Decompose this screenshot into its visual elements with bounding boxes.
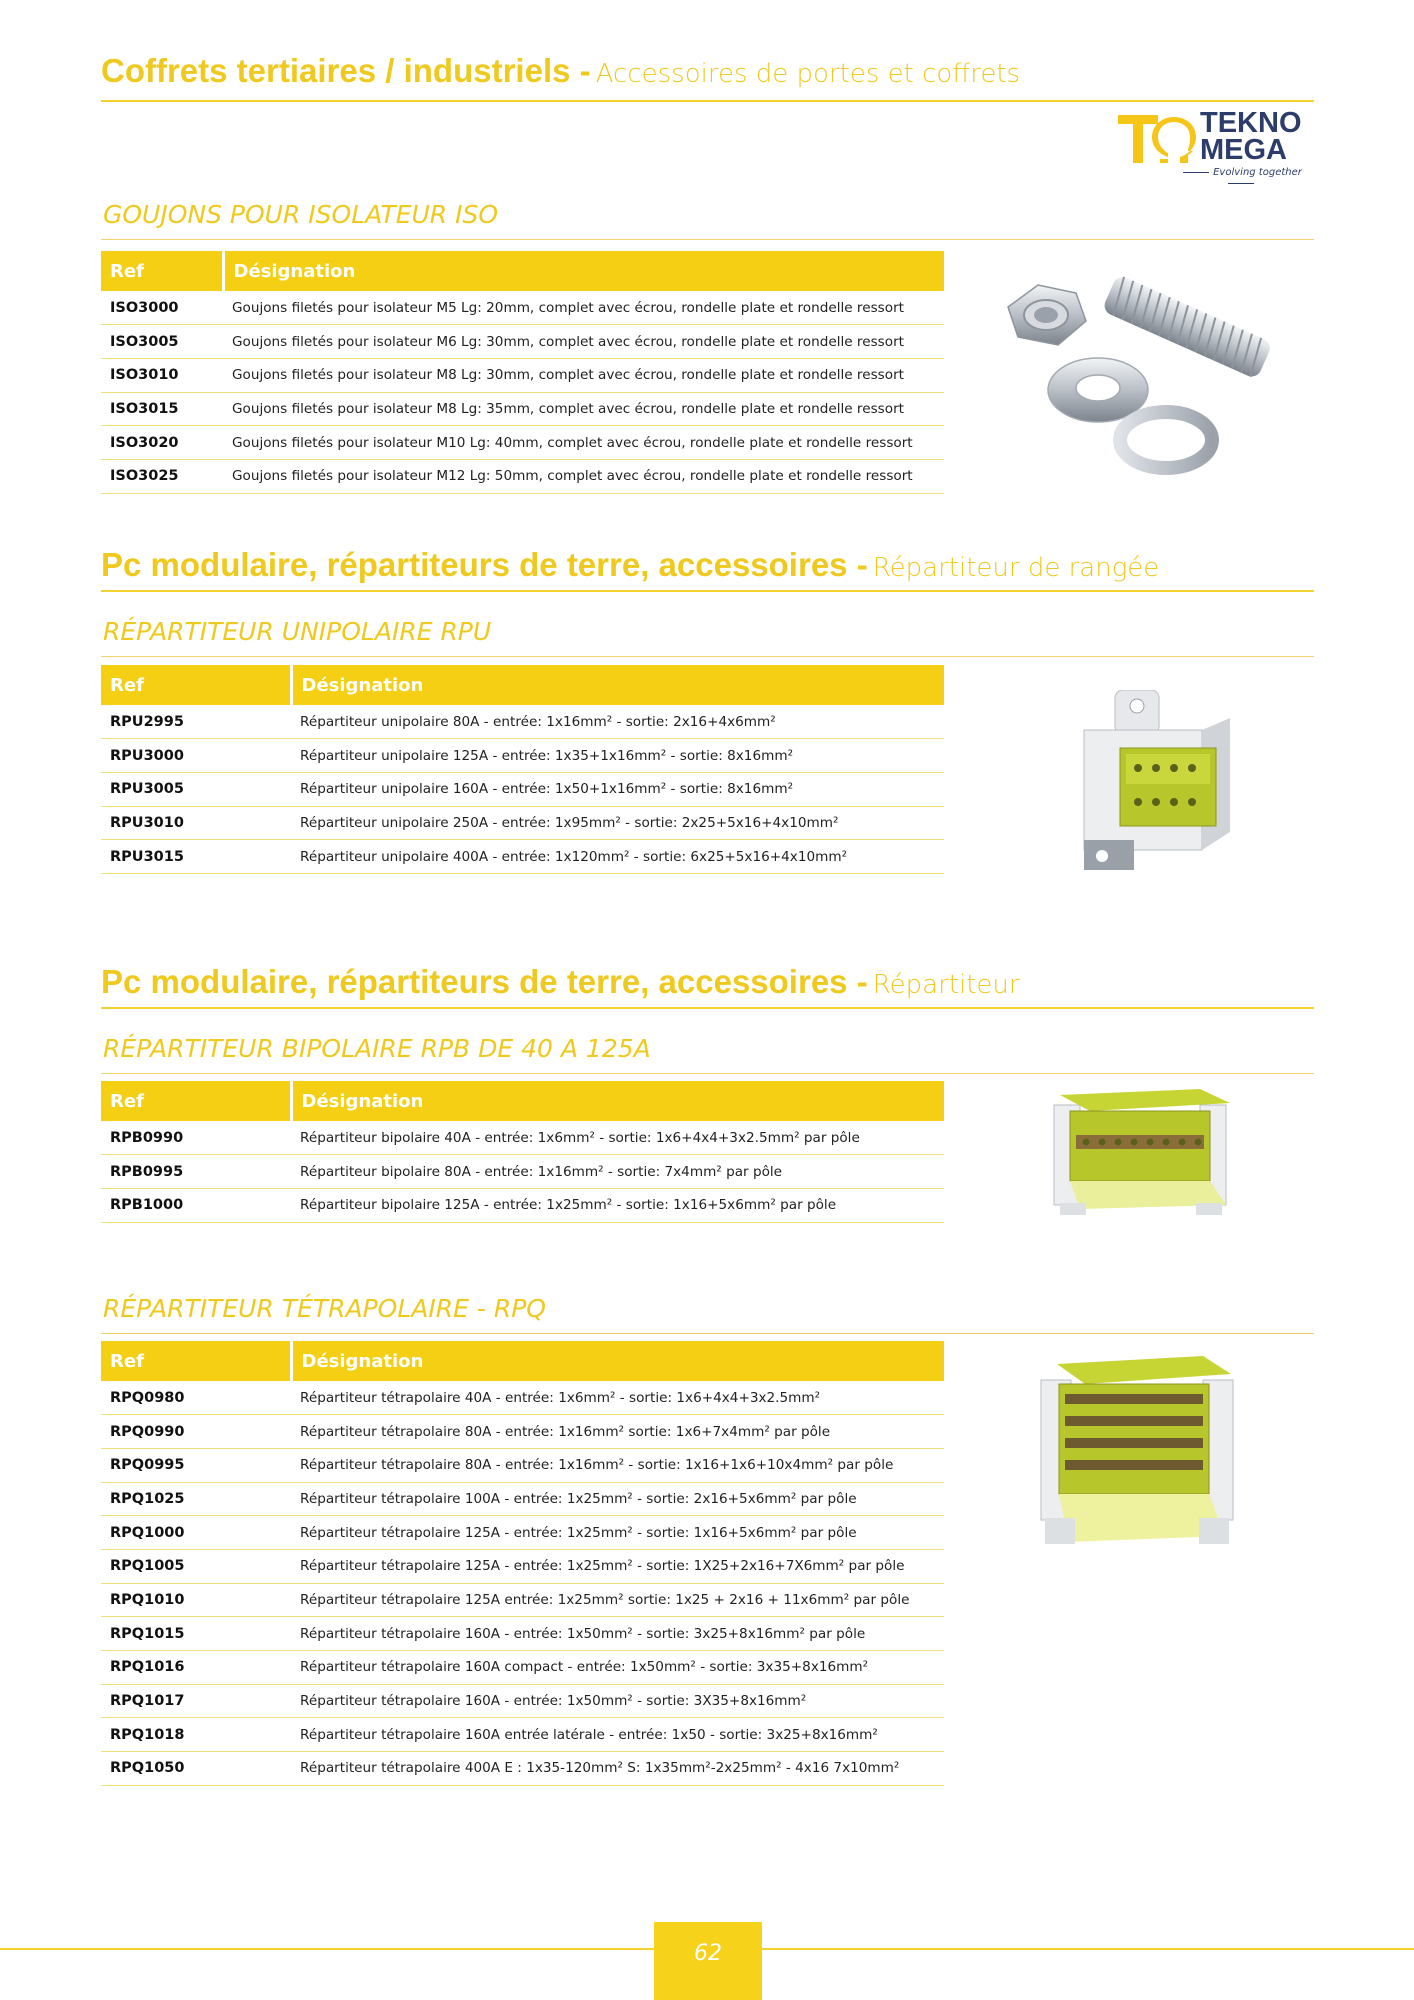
ref-code: RPQ1000: [101, 1516, 291, 1550]
logo-word-mega: MEGA: [1200, 134, 1287, 166]
designation: Répartiteur tétrapolaire 160A - entrée: 1x50mm² - sortie: 3x25+8x16mm² par pôle: [291, 1617, 944, 1651]
rpb-section-title: [101, 963, 1314, 1009]
table-row: [101, 705, 944, 739]
table-row: [101, 1583, 944, 1617]
designation: Goujons filetés pour isolateur M8 Lg: 30mm, complet avec écrou, rondelle plate et rondelle ressort: [223, 358, 944, 392]
table-row: [101, 1718, 944, 1752]
iso-table-body: [101, 291, 944, 493]
page-header: [101, 52, 1314, 102]
col-ref-header: Ref: [101, 1341, 291, 1381]
designation: Répartiteur tétrapolaire 40A - entrée: 1x6mm² - sortie: 1x6+4x4+3x2.5mm²: [291, 1381, 944, 1415]
designation: Répartiteur tétrapolaire 160A compact - entrée: 1x50mm² - sortie: 3x35+8x16mm²: [291, 1651, 944, 1685]
ref-code: RPU3000: [101, 739, 291, 773]
table-row: [101, 772, 944, 806]
designation: Répartiteur unipolaire 400A - entrée: 1x120mm² - sortie: 6x25+5x16+4x10mm²: [291, 840, 944, 874]
tekno-mega-logo: [1114, 107, 1314, 183]
designation: Répartiteur unipolaire 250A - entrée: 1x95mm² - sortie: 2x25+5x16+4x10mm²: [291, 806, 944, 840]
ref-code: RPQ0995: [101, 1448, 291, 1482]
col-designation-header: Désignation: [291, 1341, 944, 1381]
logo-word-tekno: TEKNO: [1200, 107, 1302, 139]
table-row: [101, 459, 944, 493]
ref-code: RPQ0980: [101, 1381, 291, 1415]
col-designation-header: Désignation: [291, 1081, 944, 1121]
table-row: [101, 806, 944, 840]
rpu-title-bold: Pc modulaire, répartiteurs de terre, accessoires -: [101, 546, 868, 583]
rpb-title-light: Répartiteur: [872, 970, 1020, 1000]
ref-code: RPQ1016: [101, 1651, 291, 1685]
ref-code: ISO3015: [101, 392, 223, 426]
ref-code: RPQ1025: [101, 1482, 291, 1516]
designation: Répartiteur tétrapolaire 80A - entrée: 1x16mm² - sortie: 1x16+1x6+10x4mm² par pôle: [291, 1448, 944, 1482]
designation: Goujons filetés pour isolateur M5 Lg: 20mm, complet avec écrou, rondelle plate et rondelle ressort: [223, 291, 944, 325]
header-title-light: Accessoires de portes et coffrets: [595, 59, 1021, 89]
designation: Goujons filetés pour isolateur M6 Lg: 30mm, complet avec écrou, rondelle plate et rondelle ressort: [223, 325, 944, 359]
ref-code: RPU3010: [101, 806, 291, 840]
table-header-row: [101, 665, 944, 705]
table-header-row: [101, 1081, 944, 1121]
designation: Répartiteur unipolaire 80A - entrée: 1x16mm² - sortie: 2x16+4x6mm²: [291, 705, 944, 739]
designation: Goujons filetés pour isolateur M10 Lg: 40mm, complet avec écrou, rondelle plate et rondelle ressort: [223, 426, 944, 460]
designation: Répartiteur tétrapolaire 100A - entrée: 1x25mm² - sortie: 2x16+5x6mm² par pôle: [291, 1482, 944, 1516]
table-row: [101, 1617, 944, 1651]
col-ref-header: Ref: [101, 251, 223, 291]
rpq-table-body: [101, 1381, 944, 1785]
ref-code: RPU3005: [101, 772, 291, 806]
ref-code: RPB1000: [101, 1188, 291, 1222]
col-ref-header: Ref: [101, 665, 291, 705]
designation: Répartiteur bipolaire 80A - entrée: 1x16mm² - sortie: 7x4mm² par pôle: [291, 1155, 944, 1189]
designation: Répartiteur tétrapolaire 400A E : 1x35-120mm² S: 1x35mm²-2x25mm² - 4x16 7x10mm²: [291, 1752, 944, 1786]
ref-code: RPB0990: [101, 1121, 291, 1155]
table-row: [101, 325, 944, 359]
rpq-distributor-image: [1035, 1350, 1245, 1550]
rpu-distributor-image: [1070, 690, 1260, 880]
table-row: [101, 392, 944, 426]
table-header-row: [101, 251, 944, 291]
ref-code: ISO3000: [101, 291, 223, 325]
rpb-distributor-image: [1050, 1085, 1240, 1220]
designation: Répartiteur tétrapolaire 125A entrée: 1x25mm² sortie: 1x25 + 2x16 + 11x6mm² par pôle: [291, 1583, 944, 1617]
col-designation-header: Désignation: [223, 251, 944, 291]
rpu-table-body: [101, 705, 944, 873]
table-row: [101, 1121, 944, 1155]
designation: Répartiteur tétrapolaire 160A entrée latérale - entrée: 1x50 - sortie: 3x25+8x16mm²: [291, 1718, 944, 1752]
rpu-title-light: Répartiteur de rangée: [872, 553, 1160, 583]
table-row: [101, 840, 944, 874]
designation: Goujons filetés pour isolateur M12 Lg: 50mm, complet avec écrou, rondelle plate et rondelle ressort: [223, 459, 944, 493]
designation: Répartiteur bipolaire 125A - entrée: 1x25mm² - sortie: 1x16+5x6mm² par pôle: [291, 1188, 944, 1222]
designation: Répartiteur tétrapolaire 125A - entrée: 1x25mm² - sortie: 1x16+5x6mm² par pôle: [291, 1516, 944, 1550]
table-header-row: [101, 1341, 944, 1381]
table-row: [101, 1651, 944, 1685]
table-row: [101, 426, 944, 460]
table-row: [101, 1752, 944, 1786]
ref-code: ISO3005: [101, 325, 223, 359]
table-row: [101, 1684, 944, 1718]
rpu-subtitle: RÉPARTITEUR UNIPOLAIRE RPU: [101, 617, 1314, 657]
ref-code: RPQ1010: [101, 1583, 291, 1617]
ref-code: RPQ1018: [101, 1718, 291, 1752]
ref-code: RPQ1005: [101, 1549, 291, 1583]
designation: Répartiteur tétrapolaire 160A - entrée: 1x50mm² - sortie: 3X35+8x16mm²: [291, 1684, 944, 1718]
ref-code: RPQ0990: [101, 1415, 291, 1449]
iso-subtitle: GOUJONS POUR ISOLATEUR ISO: [101, 200, 1314, 240]
designation: Répartiteur tétrapolaire 125A - entrée: 1x25mm² - sortie: 1X25+2x16+7X6mm² par pôle: [291, 1549, 944, 1583]
rpu-section-title: [101, 546, 1314, 592]
ref-code: ISO3020: [101, 426, 223, 460]
rpb-title-bold: Pc modulaire, répartiteurs de terre, accessoires -: [101, 963, 868, 1000]
col-designation-header: Désignation: [291, 665, 944, 705]
page-number: 62: [694, 1941, 722, 1966]
ref-code: RPQ1050: [101, 1752, 291, 1786]
designation: Répartiteur unipolaire 160A - entrée: 1x50+1x16mm² - sortie: 8x16mm²: [291, 772, 944, 806]
iso-table: [101, 251, 944, 494]
ref-code: ISO3010: [101, 358, 223, 392]
table-row: [101, 1155, 944, 1189]
ref-code: ISO3025: [101, 459, 223, 493]
logo-tagline: Evolving together: [1168, 167, 1313, 189]
rpq-table: [101, 1341, 944, 1786]
rpb-table: [101, 1081, 944, 1223]
table-row: [101, 358, 944, 392]
ref-code: RPB0995: [101, 1155, 291, 1189]
page-number-badge: [654, 1922, 762, 2000]
designation: Répartiteur unipolaire 125A - entrée: 1x35+1x16mm² - sortie: 8x16mm²: [291, 739, 944, 773]
rpb-table-body: [101, 1121, 944, 1222]
rpq-subtitle: RÉPARTITEUR TÉTRAPOLAIRE - RPQ: [101, 1294, 1314, 1334]
header-title-bold: Coffrets tertiaires / industriels -: [101, 52, 591, 89]
table-row: [101, 1188, 944, 1222]
table-row: [101, 291, 944, 325]
table-row: [101, 1516, 944, 1550]
designation: Goujons filetés pour isolateur M8 Lg: 35mm, complet avec écrou, rondelle plate et rondelle ressort: [223, 392, 944, 426]
ref-code: RPQ1017: [101, 1684, 291, 1718]
designation: Répartiteur tétrapolaire 80A - entrée: 1x16mm² sortie: 1x6+7x4mm² par pôle: [291, 1415, 944, 1449]
table-row: [101, 1381, 944, 1415]
ref-code: RPU3015: [101, 840, 291, 874]
table-row: [101, 739, 944, 773]
rpu-table: [101, 665, 944, 874]
table-row: [101, 1415, 944, 1449]
ref-code: RPU2995: [101, 705, 291, 739]
col-ref-header: Ref: [101, 1081, 291, 1121]
ref-code: RPQ1015: [101, 1617, 291, 1651]
tekno-omega-mark-icon: [1116, 111, 1196, 167]
table-row: [101, 1549, 944, 1583]
table-row: [101, 1482, 944, 1516]
stud-nut-washer-image: [988, 255, 1298, 475]
rpb-subtitle: RÉPARTITEUR BIPOLAIRE RPB DE 40 A 125A: [101, 1034, 1314, 1074]
table-row: [101, 1448, 944, 1482]
designation: Répartiteur bipolaire 40A - entrée: 1x6mm² - sortie: 1x6+4x4+3x2.5mm² par pôle: [291, 1121, 944, 1155]
